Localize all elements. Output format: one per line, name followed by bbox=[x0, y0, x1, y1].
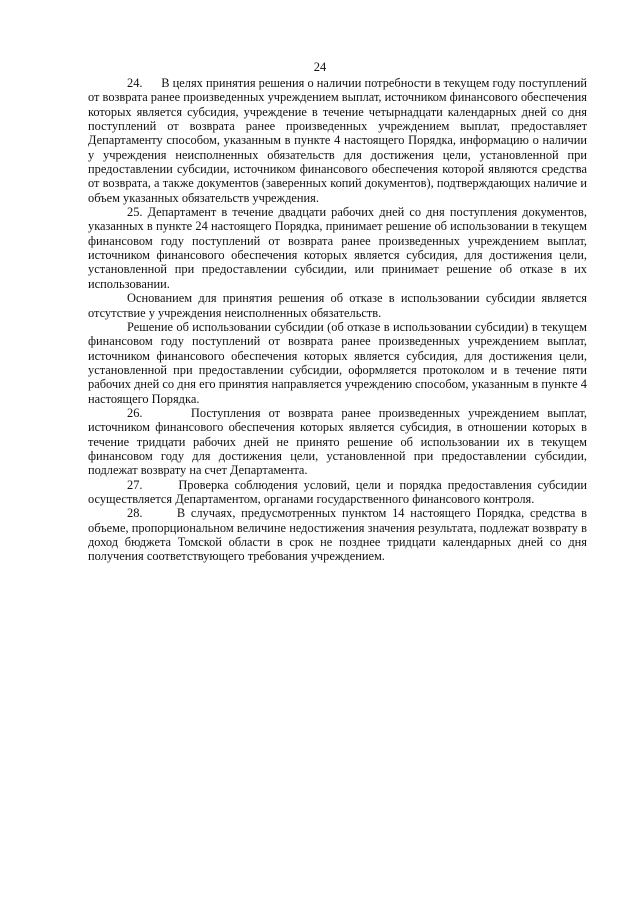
paragraph-decision-protocol: Решение об использовании субсидии (об отказе в использовании субсидии) в текущем финансовом году поступлений от возврата ранее произведенных учреждением выплат, источником финансового обеспечения которых является субсидия, для достижения цели, установленной при предоставлении субсидии, оформляется протоколом и в течение пяти рабочих дней со дня его принятия направляется учреждению способом, указанным в пункте 4 настоящего Порядка. bbox=[88, 319, 587, 406]
document-body bbox=[88, 76, 587, 564]
paragraph-24: 24. В целях принятия решения о наличии потребности в текущем году поступлений от возврата ранее произведенных учреждением выплат, источником финансового обеспечения которых является субсидия, учреждение в течение четырнадцати календарных дней со дня поступлений от возврата ранее произведенных учреждением выплат, предоставляет Департаменту способом, указанным в пункте 4 настоящего Порядка, информацию о наличии у учреждения неисполненных обязательств для достижения цели, установленной при предоставлении субсидии, источником финансового обеспечения которой являются средства от возврата, а также документов (заверенных копий документов), подтверждающих наличие и объем указанных обязательств учреждения. bbox=[88, 76, 587, 205]
paragraph-25: 25. Департамент в течение двадцати рабочих дней со дня поступления документов, указанных в пункте 24 настоящего Порядка, принимает решение об использовании в текущем финансовом году поступлений от возврата ранее произведенных учреждением выплат, источником финансового обеспечения которых является субсидия, для достижения цели, установленной при предоставлении субсидии, или принимает решение об отказе в их использовании. bbox=[88, 205, 587, 291]
paragraph-26: 26. Поступления от возврата ранее произведенных учреждением выплат, источником финансового обеспечения которых является субсидия, в отношении которых в течение тридцати рабочих дней не принято решение об использовании их в текущем финансовом году для достижения цели, установленной при предоставлении субсидии, подлежат возврату на счет Департамента. bbox=[88, 405, 587, 478]
page-number: 24 bbox=[313, 60, 327, 74]
paragraph-28: 28. В случаях, предусмотренных пунктом 14 настоящего Порядка, средства в объеме, пропорциональном величине недостижения значения результата, подлежат возврату в доход бюджета Томской области в срок не позднее тридцати календарных дней со дня получения соответствующего требования учреждением. bbox=[88, 506, 587, 564]
paragraph-refusal-basis: Основанием для принятия решения об отказе в использовании субсидии является отсутствие у учреждения неисполненных обязательств. bbox=[88, 291, 587, 320]
paragraph-27: 27. Проверка соблюдения условий, цели и порядка предоставления субсидии осуществляется Департаментом, органами государственного финансового контроля. bbox=[88, 477, 587, 506]
